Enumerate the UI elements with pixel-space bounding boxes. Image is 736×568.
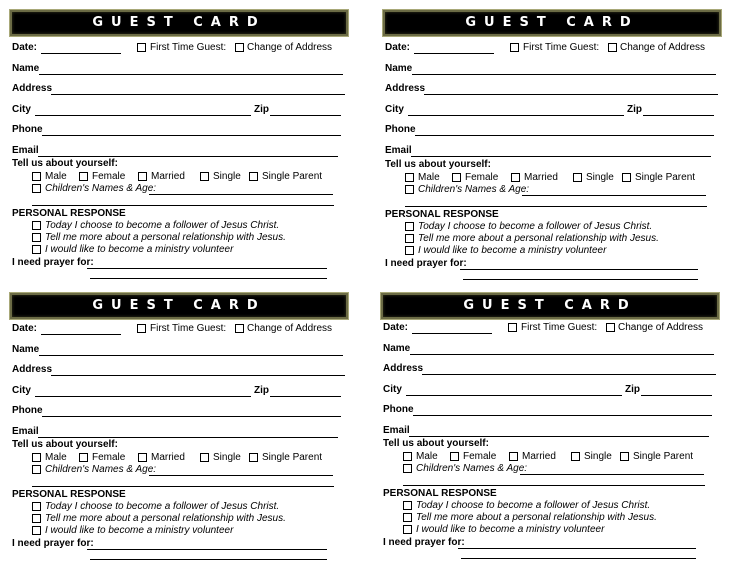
tell-us-row — [10, 158, 348, 172]
zip-field[interactable] — [270, 115, 341, 116]
male-label: Male — [416, 451, 438, 462]
name-label: Name — [385, 63, 413, 74]
married-checkbox[interactable] — [138, 453, 147, 462]
response-label-1: Today I choose to become a follower of Jesus Christ. — [45, 501, 280, 512]
name-label: Name — [383, 343, 411, 354]
response-label-3: I would like to become a ministry volunteer — [45, 525, 234, 536]
children-row — [383, 184, 721, 198]
zip-field[interactable] — [643, 115, 714, 116]
phone-field[interactable] — [42, 416, 341, 417]
city-zip-row — [383, 104, 721, 118]
tell-us-row — [381, 438, 719, 452]
name-label: Name — [12, 63, 40, 74]
married-checkbox[interactable] — [509, 452, 518, 461]
phone-label: Phone — [12, 124, 43, 135]
name-row — [383, 63, 721, 77]
response-row-3 — [10, 244, 348, 258]
tell-us-label: Tell us about yourself: — [383, 438, 489, 449]
address-row — [10, 364, 348, 378]
guest-card-banner — [10, 293, 348, 319]
children-row — [10, 464, 348, 478]
email-row — [381, 425, 719, 439]
date-label: Date: — [12, 323, 38, 334]
response-label-2: Tell me more about a personal relationship with Jesus. — [45, 232, 286, 243]
married-checkbox[interactable] — [511, 173, 520, 182]
phone-label: Phone — [385, 124, 416, 135]
guest-card-title: GUEST CARD — [92, 15, 266, 30]
phone-label: Phone — [383, 404, 414, 415]
change-of-address-checkbox[interactable] — [608, 43, 617, 52]
prayer-field-2[interactable] — [461, 558, 696, 559]
tell-us-row — [10, 439, 348, 453]
response-label-3: I would like to become a ministry volunteer — [45, 244, 234, 255]
address-field[interactable] — [422, 374, 716, 375]
prayer-row — [10, 257, 348, 271]
first-time-guest-checkbox[interactable] — [137, 324, 146, 333]
first-time-guest-checkbox[interactable] — [510, 43, 519, 52]
response-label-1: Today I choose to become a follower of Jesus Christ. — [45, 220, 280, 231]
change-of-address-label: Change of Address — [618, 322, 704, 333]
phone-field[interactable] — [413, 415, 712, 416]
email-field[interactable] — [38, 437, 338, 438]
first-time-guest-checkbox[interactable] — [508, 323, 517, 332]
tell-us-label: Tell us about yourself: — [385, 159, 491, 170]
name-row — [10, 63, 348, 77]
zip-field[interactable] — [270, 396, 341, 397]
single-parent-label: Single Parent — [262, 171, 323, 182]
address-field[interactable] — [51, 375, 345, 376]
name-row — [381, 343, 719, 357]
single-label: Single — [213, 452, 241, 463]
children-field-2[interactable] — [405, 206, 707, 207]
children-checkbox[interactable] — [32, 465, 41, 474]
response-checkbox-3[interactable] — [32, 245, 41, 254]
single-parent-label: Single Parent — [635, 172, 696, 183]
city-label: City — [12, 385, 31, 396]
date-row — [383, 42, 721, 56]
phone-row — [10, 405, 348, 419]
response-label-2: Tell me more about a personal relationship with Jesus. — [45, 513, 286, 524]
address-row — [10, 83, 348, 97]
date-field[interactable] — [414, 53, 494, 54]
female-label: Female — [465, 172, 499, 183]
phone-label: Phone — [12, 405, 43, 416]
married-label: Married — [522, 451, 556, 462]
married-label: Married — [151, 171, 185, 182]
male-label: Male — [45, 452, 67, 463]
prayer-label: I need prayer for: — [383, 537, 465, 548]
first-time-guest-label: First Time Guest: — [523, 42, 600, 53]
response-label-3: I would like to become a ministry volunteer — [418, 245, 607, 256]
married-checkbox[interactable] — [138, 172, 147, 181]
city-label: City — [383, 384, 402, 395]
prayer-field[interactable] — [458, 548, 696, 549]
single-checkbox[interactable] — [200, 453, 209, 462]
response-row-3 — [10, 525, 348, 539]
female-checkbox[interactable] — [452, 173, 461, 182]
prayer-field-2[interactable] — [463, 279, 698, 280]
children-label: Children's Names & Age: — [45, 183, 157, 194]
children-field[interactable] — [522, 195, 706, 196]
first-time-guest-checkbox[interactable] — [137, 43, 146, 52]
email-label: Email — [383, 425, 410, 436]
prayer-row — [381, 537, 719, 551]
email-field[interactable] — [38, 156, 338, 157]
change-of-address-label: Change of Address — [247, 42, 333, 53]
married-label: Married — [151, 452, 185, 463]
date-row — [381, 322, 719, 336]
male-checkbox[interactable] — [403, 452, 412, 461]
response-checkbox-1[interactable] — [405, 222, 414, 231]
zip-field[interactable] — [641, 395, 712, 396]
children-checkbox[interactable] — [403, 464, 412, 473]
first-time-guest-label: First Time Guest: — [150, 42, 227, 53]
children-field-2[interactable] — [403, 485, 705, 486]
change-of-address-checkbox[interactable] — [235, 324, 244, 333]
guest-card-title: GUEST CARD — [463, 298, 637, 313]
prayer-label: I need prayer for: — [385, 258, 467, 269]
guest-card-top-right — [383, 10, 721, 282]
date-row — [10, 323, 348, 337]
single-label: Single — [584, 451, 612, 462]
name-field[interactable] — [39, 355, 343, 356]
email-field[interactable] — [409, 436, 709, 437]
response-row-3 — [383, 245, 721, 259]
children-label: Children's Names & Age: — [416, 463, 528, 474]
change-of-address-checkbox[interactable] — [606, 323, 615, 332]
phone-row — [381, 404, 719, 418]
tell-us-label: Tell us about yourself: — [12, 439, 118, 450]
address-label: Address — [12, 83, 53, 94]
male-label: Male — [418, 172, 440, 183]
guest-card-title: GUEST CARD — [92, 298, 266, 313]
name-field[interactable] — [412, 74, 716, 75]
zip-label: Zip — [625, 384, 640, 395]
email-label: Email — [12, 426, 39, 437]
guest-card-banner — [10, 10, 348, 36]
prayer-field[interactable] — [460, 269, 698, 270]
city-zip-row — [381, 384, 719, 398]
single-label: Single — [213, 171, 241, 182]
phone-field[interactable] — [42, 135, 341, 136]
children-checkbox[interactable] — [32, 184, 41, 193]
phone-row — [383, 124, 721, 138]
response-label-2: Tell me more about a personal relationship with Jesus. — [418, 233, 659, 244]
response-checkbox-2[interactable] — [403, 513, 412, 522]
response-checkbox-2[interactable] — [32, 514, 41, 523]
city-field[interactable] — [35, 115, 251, 116]
city-zip-row — [10, 104, 348, 118]
children-label: Children's Names & Age: — [418, 184, 530, 195]
response-checkbox-1[interactable] — [32, 221, 41, 230]
children-field[interactable] — [149, 475, 333, 476]
first-time-guest-label: First Time Guest: — [150, 323, 227, 334]
response-label-1: Today I choose to become a follower of Jesus Christ. — [416, 500, 651, 511]
children-field-2[interactable] — [32, 486, 334, 487]
address-label: Address — [12, 364, 53, 375]
city-label: City — [385, 104, 404, 115]
single-checkbox[interactable] — [573, 173, 582, 182]
guest-card-title: GUEST CARD — [465, 15, 639, 30]
female-label: Female — [92, 171, 126, 182]
email-label: Email — [385, 145, 412, 156]
response-checkbox-3[interactable] — [403, 525, 412, 534]
response-label-2: Tell me more about a personal relationship with Jesus. — [416, 512, 657, 523]
tell-us-label: Tell us about yourself: — [12, 158, 118, 169]
phone-row — [10, 124, 348, 138]
date-label: Date: — [385, 42, 411, 53]
name-field[interactable] — [410, 354, 714, 355]
date-field[interactable] — [41, 334, 121, 335]
date-field[interactable] — [412, 333, 492, 334]
personal-response-label: PERSONAL RESPONSE — [385, 209, 499, 220]
date-row — [10, 42, 348, 56]
zip-label: Zip — [627, 104, 642, 115]
response-label-3: I would like to become a ministry volunteer — [416, 524, 605, 535]
response-row-3 — [381, 524, 719, 538]
email-label: Email — [12, 145, 39, 156]
change-of-address-checkbox[interactable] — [235, 43, 244, 52]
prayer-row — [10, 538, 348, 552]
guest-card-banner — [381, 293, 719, 319]
response-checkbox-1[interactable] — [403, 501, 412, 510]
children-checkbox[interactable] — [405, 185, 414, 194]
date-label: Date: — [383, 322, 409, 333]
female-label: Female — [92, 452, 126, 463]
children-field[interactable] — [520, 474, 704, 475]
female-label: Female — [463, 451, 497, 462]
city-zip-row — [10, 385, 348, 399]
personal-response-label: PERSONAL RESPONSE — [12, 489, 126, 500]
name-field[interactable] — [39, 74, 343, 75]
single-checkbox[interactable] — [571, 452, 580, 461]
tell-us-row — [383, 159, 721, 173]
response-checkbox-2[interactable] — [405, 234, 414, 243]
date-label: Date: — [12, 42, 38, 53]
children-field-2[interactable] — [32, 205, 334, 206]
single-parent-label: Single Parent — [633, 451, 694, 462]
guest-card-top-left — [10, 10, 348, 282]
single-parent-checkbox[interactable] — [620, 452, 629, 461]
city-field[interactable] — [406, 395, 622, 396]
single-parent-checkbox[interactable] — [249, 453, 258, 462]
prayer-field-2[interactable] — [90, 278, 327, 279]
address-row — [383, 83, 721, 97]
children-row — [10, 183, 348, 197]
prayer-field[interactable] — [87, 549, 327, 550]
children-field[interactable] — [149, 194, 333, 195]
female-checkbox[interactable] — [79, 172, 88, 181]
date-field[interactable] — [41, 53, 121, 54]
city-field[interactable] — [408, 115, 624, 116]
phone-field[interactable] — [415, 135, 714, 136]
male-checkbox[interactable] — [32, 453, 41, 462]
address-row — [381, 363, 719, 377]
city-label: City — [12, 104, 31, 115]
prayer-field-2[interactable] — [90, 559, 327, 560]
prayer-label: I need prayer for: — [12, 538, 94, 549]
children-row — [381, 463, 719, 477]
response-checkbox-3[interactable] — [32, 526, 41, 535]
name-label: Name — [12, 344, 40, 355]
email-row — [383, 145, 721, 159]
response-checkbox-3[interactable] — [405, 246, 414, 255]
guest-card-bottom-right — [381, 293, 719, 565]
change-of-address-label: Change of Address — [620, 42, 706, 53]
zip-label: Zip — [254, 385, 269, 396]
response-checkbox-2[interactable] — [32, 233, 41, 242]
female-checkbox[interactable] — [450, 452, 459, 461]
response-label-1: Today I choose to become a follower of Jesus Christ. — [418, 221, 653, 232]
zip-label: Zip — [254, 104, 269, 115]
married-label: Married — [524, 172, 558, 183]
personal-response-label: PERSONAL RESPONSE — [383, 488, 497, 499]
guest-card-banner — [383, 10, 721, 36]
address-field[interactable] — [424, 94, 718, 95]
male-checkbox[interactable] — [405, 173, 414, 182]
change-of-address-label: Change of Address — [247, 323, 333, 334]
female-checkbox[interactable] — [79, 453, 88, 462]
prayer-label: I need prayer for: — [12, 257, 94, 268]
email-field[interactable] — [411, 156, 711, 157]
first-time-guest-label: First Time Guest: — [521, 322, 598, 333]
city-field[interactable] — [35, 396, 251, 397]
guest-card-bottom-left — [10, 293, 348, 565]
single-parent-checkbox[interactable] — [249, 172, 258, 181]
name-row — [10, 344, 348, 358]
children-label: Children's Names & Age: — [45, 464, 157, 475]
single-parent-label: Single Parent — [262, 452, 323, 463]
address-field[interactable] — [51, 94, 345, 95]
male-checkbox[interactable] — [32, 172, 41, 181]
male-label: Male — [45, 171, 67, 182]
single-checkbox[interactable] — [200, 172, 209, 181]
email-row — [10, 426, 348, 440]
address-label: Address — [385, 83, 426, 94]
address-label: Address — [383, 363, 424, 374]
single-parent-checkbox[interactable] — [622, 173, 631, 182]
prayer-row — [383, 258, 721, 272]
email-row — [10, 145, 348, 159]
single-label: Single — [586, 172, 614, 183]
prayer-field[interactable] — [87, 268, 327, 269]
response-checkbox-1[interactable] — [32, 502, 41, 511]
personal-response-label: PERSONAL RESPONSE — [12, 208, 126, 219]
